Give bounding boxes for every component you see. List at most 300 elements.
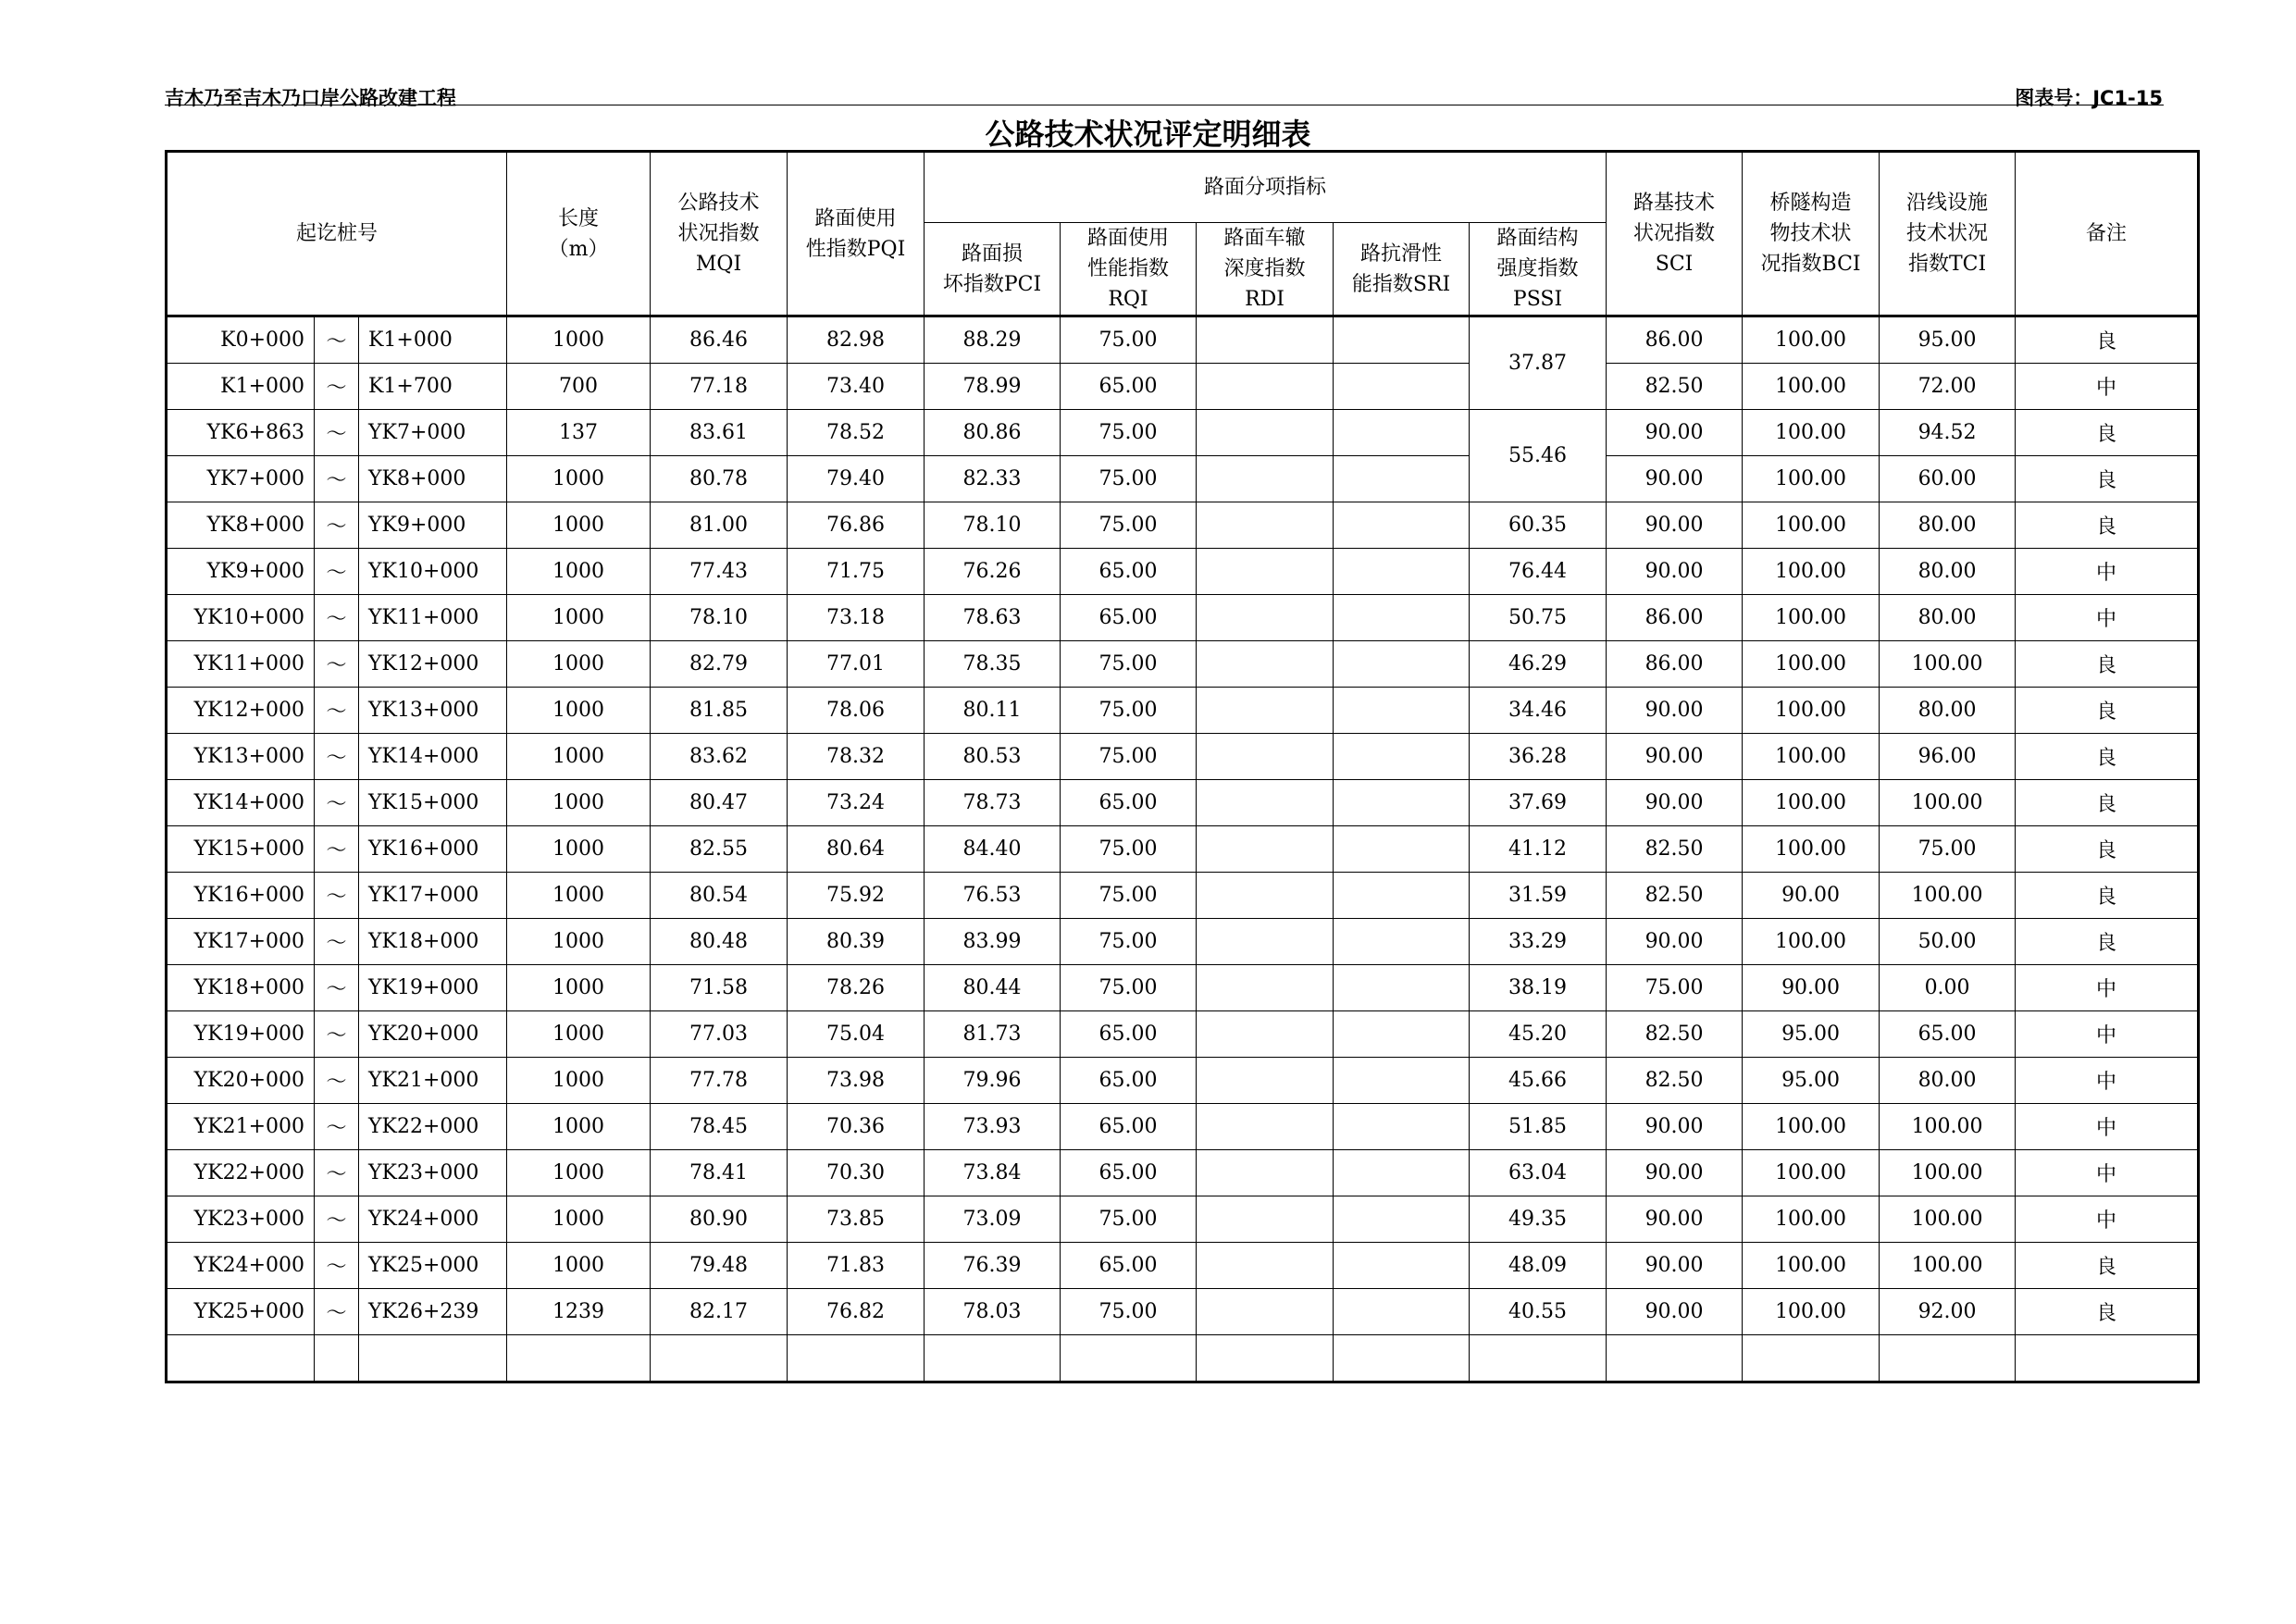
- sri-cell: [1334, 316, 1470, 364]
- table-row: [167, 502, 2199, 549]
- station-to: YK24+000: [359, 1196, 507, 1243]
- station-to: YK11+000: [359, 595, 507, 641]
- rdi-cell: [1197, 734, 1334, 780]
- length-cell: [507, 1335, 651, 1382]
- bci-cell: 100.00: [1743, 688, 1880, 734]
- station-to: YK8+000: [359, 456, 507, 502]
- length-cell: 1000: [507, 688, 651, 734]
- sci-cell: 90.00: [1607, 456, 1743, 502]
- table-row: [167, 1011, 2199, 1058]
- sci-cell: 90.00: [1607, 780, 1743, 826]
- mqi-cell: 83.61: [651, 410, 788, 456]
- rqi-cell: 65.00: [1061, 364, 1197, 410]
- mqi-cell: 79.48: [651, 1243, 788, 1289]
- tci-cell: 80.00: [1880, 595, 2016, 641]
- pqi-cell: 70.30: [788, 1150, 925, 1196]
- station-separator: [315, 1335, 359, 1382]
- rdi-cell: [1197, 1011, 1334, 1058]
- station-from: YK20+000: [167, 1058, 315, 1104]
- header-rdi: 路面车辙 深度指数 RDI: [1197, 223, 1334, 316]
- station-separator: ～: [315, 502, 359, 549]
- assessment-table: [165, 150, 2200, 1383]
- sci-cell: 90.00: [1607, 734, 1743, 780]
- length-cell: 1000: [507, 1243, 651, 1289]
- sci-cell: 90.00: [1607, 1289, 1743, 1335]
- bci-cell: 100.00: [1743, 734, 1880, 780]
- sci-cell: 75.00: [1607, 965, 1743, 1011]
- rqi-cell: [1061, 1335, 1197, 1382]
- pqi-cell: 73.18: [788, 595, 925, 641]
- length-cell: 1000: [507, 780, 651, 826]
- length-cell: 700: [507, 364, 651, 410]
- sri-cell: [1334, 1289, 1470, 1335]
- rqi-cell: 75.00: [1061, 316, 1197, 364]
- pqi-cell: 77.01: [788, 641, 925, 688]
- mqi-cell: 80.48: [651, 919, 788, 965]
- pqi-cell: 78.32: [788, 734, 925, 780]
- mqi-cell: 80.54: [651, 873, 788, 919]
- remark-cell: 良: [2016, 1289, 2199, 1335]
- sci-cell: 90.00: [1607, 1104, 1743, 1150]
- pssi-cell: 49.35: [1470, 1196, 1607, 1243]
- rdi-cell: [1197, 410, 1334, 456]
- station-separator: ～: [315, 734, 359, 780]
- mqi-cell: 78.45: [651, 1104, 788, 1150]
- station-to: YK25+000: [359, 1243, 507, 1289]
- sci-cell: 90.00: [1607, 410, 1743, 456]
- length-cell: 1000: [507, 1150, 651, 1196]
- rqi-cell: 75.00: [1061, 456, 1197, 502]
- rqi-cell: 75.00: [1061, 919, 1197, 965]
- header-pci: 路面损 坏指数PCI: [925, 223, 1061, 316]
- rdi-cell: [1197, 826, 1334, 873]
- header-length: 长度 （m）: [507, 152, 651, 316]
- station-from: YK24+000: [167, 1243, 315, 1289]
- rqi-cell: 75.00: [1061, 688, 1197, 734]
- sci-cell: 90.00: [1607, 1243, 1743, 1289]
- station-separator: ～: [315, 965, 359, 1011]
- station-from: YK9+000: [167, 549, 315, 595]
- table-row: [167, 1289, 2199, 1335]
- header-sci: 路基技术 状况指数 SCI: [1607, 152, 1743, 316]
- station-from: YK14+000: [167, 780, 315, 826]
- station-to: YK20+000: [359, 1011, 507, 1058]
- table-row: [167, 1104, 2199, 1150]
- rqi-cell: 75.00: [1061, 826, 1197, 873]
- length-cell: 1000: [507, 873, 651, 919]
- tci-cell: 100.00: [1880, 780, 2016, 826]
- mqi-cell: 77.03: [651, 1011, 788, 1058]
- bci-cell: 100.00: [1743, 641, 1880, 688]
- station-from: YK7+000: [167, 456, 315, 502]
- bci-cell: 95.00: [1743, 1058, 1880, 1104]
- pci-cell: 78.73: [925, 780, 1061, 826]
- rqi-cell: 65.00: [1061, 1011, 1197, 1058]
- bci-cell: 100.00: [1743, 502, 1880, 549]
- tci-cell: 72.00: [1880, 364, 2016, 410]
- station-from: YK8+000: [167, 502, 315, 549]
- pssi-cell: 46.29: [1470, 641, 1607, 688]
- table-row: [167, 316, 2199, 364]
- pci-cell: 80.44: [925, 965, 1061, 1011]
- table-row: [167, 1196, 2199, 1243]
- bci-cell: 100.00: [1743, 410, 1880, 456]
- remark-cell: 中: [2016, 1011, 2199, 1058]
- tci-cell: 65.00: [1880, 1011, 2016, 1058]
- length-cell: 1000: [507, 502, 651, 549]
- remark-cell: 中: [2016, 1196, 2199, 1243]
- station-from: YK13+000: [167, 734, 315, 780]
- pqi-cell: [788, 1335, 925, 1382]
- rqi-cell: 65.00: [1061, 1150, 1197, 1196]
- length-cell: 137: [507, 410, 651, 456]
- rdi-cell: [1197, 1243, 1334, 1289]
- rdi-cell: [1197, 364, 1334, 410]
- pqi-cell: 75.04: [788, 1011, 925, 1058]
- pssi-cell: 60.35: [1470, 502, 1607, 549]
- remark-cell: 良: [2016, 826, 2199, 873]
- rqi-cell: 65.00: [1061, 595, 1197, 641]
- sri-cell: [1334, 549, 1470, 595]
- sri-cell: [1334, 1243, 1470, 1289]
- pqi-cell: 76.86: [788, 502, 925, 549]
- pci-cell: 80.53: [925, 734, 1061, 780]
- tci-cell: 100.00: [1880, 1104, 2016, 1150]
- pssi-cell: 34.46: [1470, 688, 1607, 734]
- station-separator: ～: [315, 919, 359, 965]
- bci-cell: 100.00: [1743, 1104, 1880, 1150]
- header-station: 起讫桩号: [167, 152, 507, 316]
- rqi-cell: 65.00: [1061, 1104, 1197, 1150]
- tci-cell: 100.00: [1880, 1150, 2016, 1196]
- pqi-cell: 78.06: [788, 688, 925, 734]
- sri-cell: [1334, 1058, 1470, 1104]
- bci-cell: 100.00: [1743, 1243, 1880, 1289]
- sri-cell: [1334, 1150, 1470, 1196]
- pci-cell: 79.96: [925, 1058, 1061, 1104]
- sri-cell: [1334, 826, 1470, 873]
- pssi-cell: 50.75: [1470, 595, 1607, 641]
- rdi-cell: [1197, 780, 1334, 826]
- sri-cell: [1334, 688, 1470, 734]
- length-cell: 1000: [507, 316, 651, 364]
- station-from: [167, 1335, 315, 1382]
- mqi-cell: 86.46: [651, 316, 788, 364]
- pssi-cell: 38.19: [1470, 965, 1607, 1011]
- pci-cell: 76.53: [925, 873, 1061, 919]
- remark-cell: 良: [2016, 734, 2199, 780]
- bci-cell: 100.00: [1743, 826, 1880, 873]
- sri-cell: [1334, 734, 1470, 780]
- tci-cell: [1880, 1335, 2016, 1382]
- header-tci: 沿线设施 技术状况 指数TCI: [1880, 152, 2016, 316]
- sci-cell: 90.00: [1607, 502, 1743, 549]
- mqi-cell: 78.10: [651, 595, 788, 641]
- tci-cell: 100.00: [1880, 873, 2016, 919]
- table-row: [167, 549, 2199, 595]
- pssi-cell: 55.46: [1470, 410, 1607, 502]
- station-from: YK10+000: [167, 595, 315, 641]
- remark-cell: 中: [2016, 1058, 2199, 1104]
- rdi-cell: [1197, 1150, 1334, 1196]
- rdi-cell: [1197, 549, 1334, 595]
- pssi-cell: 45.20: [1470, 1011, 1607, 1058]
- header-pavement-group: 路面分项指标: [925, 152, 1607, 223]
- tci-cell: 100.00: [1880, 641, 2016, 688]
- bci-cell: 100.00: [1743, 316, 1880, 364]
- table-row: [167, 873, 2199, 919]
- rqi-cell: 65.00: [1061, 780, 1197, 826]
- rdi-cell: [1197, 919, 1334, 965]
- pci-cell: 81.73: [925, 1011, 1061, 1058]
- station-separator: ～: [315, 549, 359, 595]
- station-separator: ～: [315, 873, 359, 919]
- remark-cell: 中: [2016, 549, 2199, 595]
- bci-cell: 100.00: [1743, 780, 1880, 826]
- pci-cell: 78.99: [925, 364, 1061, 410]
- length-cell: 1000: [507, 1104, 651, 1150]
- pssi-cell: 36.28: [1470, 734, 1607, 780]
- sri-cell: [1334, 1011, 1470, 1058]
- sri-cell: [1334, 502, 1470, 549]
- bci-cell: 100.00: [1743, 595, 1880, 641]
- pssi-cell: 37.87: [1470, 316, 1607, 410]
- pci-cell: [925, 1335, 1061, 1382]
- sri-cell: [1334, 1104, 1470, 1150]
- station-from: YK16+000: [167, 873, 315, 919]
- sci-cell: 82.50: [1607, 873, 1743, 919]
- remark-cell: 良: [2016, 456, 2199, 502]
- station-from: YK23+000: [167, 1196, 315, 1243]
- rqi-cell: 75.00: [1061, 1289, 1197, 1335]
- remark-cell: 良: [2016, 780, 2199, 826]
- remark-cell: 良: [2016, 502, 2199, 549]
- station-separator: ～: [315, 1104, 359, 1150]
- pssi-cell: 41.12: [1470, 826, 1607, 873]
- station-separator: ～: [315, 826, 359, 873]
- bci-cell: 100.00: [1743, 919, 1880, 965]
- pci-cell: 80.11: [925, 688, 1061, 734]
- sci-cell: 90.00: [1607, 688, 1743, 734]
- tci-cell: 92.00: [1880, 1289, 2016, 1335]
- length-cell: 1000: [507, 456, 651, 502]
- sci-cell: 90.00: [1607, 1196, 1743, 1243]
- table-row: [167, 1058, 2199, 1104]
- length-cell: 1000: [507, 641, 651, 688]
- sci-cell: [1607, 1335, 1743, 1382]
- sci-cell: 90.00: [1607, 1150, 1743, 1196]
- pqi-cell: 82.98: [788, 316, 925, 364]
- station-from: YK18+000: [167, 965, 315, 1011]
- pqi-cell: 79.40: [788, 456, 925, 502]
- pssi-cell: 51.85: [1470, 1104, 1607, 1150]
- station-from: YK17+000: [167, 919, 315, 965]
- station-separator: ～: [315, 1011, 359, 1058]
- mqi-cell: 81.85: [651, 688, 788, 734]
- pci-cell: 83.99: [925, 919, 1061, 965]
- length-cell: 1000: [507, 734, 651, 780]
- pci-cell: 84.40: [925, 826, 1061, 873]
- table-row: [167, 826, 2199, 873]
- tci-cell: 80.00: [1880, 502, 2016, 549]
- remark-cell: 中: [2016, 965, 2199, 1011]
- station-to: YK9+000: [359, 502, 507, 549]
- bci-cell: 100.00: [1743, 1150, 1880, 1196]
- bci-cell: 100.00: [1743, 456, 1880, 502]
- rdi-cell: [1197, 1196, 1334, 1243]
- rqi-cell: 75.00: [1061, 734, 1197, 780]
- table-row: [167, 1243, 2199, 1289]
- pqi-cell: 71.83: [788, 1243, 925, 1289]
- header-mqi: 公路技术 状况指数 MQI: [651, 152, 788, 316]
- length-cell: 1000: [507, 1011, 651, 1058]
- station-to: K1+000: [359, 316, 507, 364]
- rqi-cell: 75.00: [1061, 873, 1197, 919]
- station-to: YK23+000: [359, 1150, 507, 1196]
- station-separator: ～: [315, 595, 359, 641]
- length-cell: 1000: [507, 826, 651, 873]
- station-to: YK17+000: [359, 873, 507, 919]
- length-cell: 1000: [507, 1058, 651, 1104]
- bci-cell: 90.00: [1743, 873, 1880, 919]
- pqi-cell: 71.75: [788, 549, 925, 595]
- table-row: [167, 1150, 2199, 1196]
- station-to: YK16+000: [359, 826, 507, 873]
- remark-cell: 中: [2016, 364, 2199, 410]
- station-to: YK15+000: [359, 780, 507, 826]
- pqi-cell: 78.52: [788, 410, 925, 456]
- pci-cell: 73.93: [925, 1104, 1061, 1150]
- rdi-cell: [1197, 316, 1334, 364]
- rqi-cell: 65.00: [1061, 1243, 1197, 1289]
- rdi-cell: [1197, 502, 1334, 549]
- page-title: 公路技术状况评定明细表: [985, 117, 1311, 152]
- station-separator: ～: [315, 1243, 359, 1289]
- table-row: [167, 364, 2199, 410]
- pssi-cell: 63.04: [1470, 1150, 1607, 1196]
- project-name: 吉木乃至吉木乃口岸公路改建工程: [165, 87, 456, 109]
- remark-cell: 良: [2016, 873, 2199, 919]
- rdi-cell: [1197, 456, 1334, 502]
- station-from: K0+000: [167, 316, 315, 364]
- sri-cell: [1334, 410, 1470, 456]
- tci-cell: 50.00: [1880, 919, 2016, 965]
- pqi-cell: 78.26: [788, 965, 925, 1011]
- header-bci: 桥隧构造 物技术状 况指数BCI: [1743, 152, 1880, 316]
- rdi-cell: [1197, 688, 1334, 734]
- header-rqi: 路面使用 性能指数 RQI: [1061, 223, 1197, 316]
- pci-cell: 73.84: [925, 1150, 1061, 1196]
- mqi-cell: 80.47: [651, 780, 788, 826]
- rqi-cell: 75.00: [1061, 641, 1197, 688]
- station-separator: ～: [315, 780, 359, 826]
- station-separator: ～: [315, 688, 359, 734]
- sri-cell: [1334, 873, 1470, 919]
- pqi-cell: 73.85: [788, 1196, 925, 1243]
- bci-cell: 100.00: [1743, 1196, 1880, 1243]
- pci-cell: 76.26: [925, 549, 1061, 595]
- rdi-cell: [1197, 641, 1334, 688]
- station-from: K1+000: [167, 364, 315, 410]
- tci-cell: 100.00: [1880, 1196, 2016, 1243]
- remark-cell: 良: [2016, 410, 2199, 456]
- station-separator: ～: [315, 641, 359, 688]
- pci-cell: 82.33: [925, 456, 1061, 502]
- table-row: [167, 688, 2199, 734]
- length-cell: 1000: [507, 919, 651, 965]
- table-row: [167, 734, 2199, 780]
- table-row: [167, 780, 2199, 826]
- station-to: [359, 1335, 507, 1382]
- remark-cell: 中: [2016, 1150, 2199, 1196]
- table-row: [167, 456, 2199, 502]
- table-row: [167, 1335, 2199, 1382]
- rdi-cell: [1197, 595, 1334, 641]
- rqi-cell: 75.00: [1061, 1196, 1197, 1243]
- figure-number: 图表号：JC1-15: [2015, 87, 2163, 109]
- bci-cell: 100.00: [1743, 1289, 1880, 1335]
- table-row: [167, 641, 2199, 688]
- station-from: YK6+863: [167, 410, 315, 456]
- station-separator: ～: [315, 1289, 359, 1335]
- station-to: YK10+000: [359, 549, 507, 595]
- station-separator: ～: [315, 456, 359, 502]
- sci-cell: 90.00: [1607, 549, 1743, 595]
- sci-cell: 86.00: [1607, 641, 1743, 688]
- rdi-cell: [1197, 1335, 1334, 1382]
- pqi-cell: 75.92: [788, 873, 925, 919]
- remark-cell: 良: [2016, 919, 2199, 965]
- pqi-cell: 73.98: [788, 1058, 925, 1104]
- rdi-cell: [1197, 1058, 1334, 1104]
- tci-cell: 94.52: [1880, 410, 2016, 456]
- mqi-cell: 78.41: [651, 1150, 788, 1196]
- rdi-cell: [1197, 1104, 1334, 1150]
- pqi-cell: 70.36: [788, 1104, 925, 1150]
- pqi-cell: 73.24: [788, 780, 925, 826]
- mqi-cell: 77.18: [651, 364, 788, 410]
- sri-cell: [1334, 641, 1470, 688]
- station-to: K1+700: [359, 364, 507, 410]
- rqi-cell: 75.00: [1061, 965, 1197, 1011]
- station-separator: ～: [315, 316, 359, 364]
- pci-cell: 78.03: [925, 1289, 1061, 1335]
- station-from: YK12+000: [167, 688, 315, 734]
- station-from: YK21+000: [167, 1104, 315, 1150]
- station-separator: ～: [315, 410, 359, 456]
- pci-cell: 76.39: [925, 1243, 1061, 1289]
- pci-cell: 88.29: [925, 316, 1061, 364]
- remark-cell: 良: [2016, 1243, 2199, 1289]
- sri-cell: [1334, 595, 1470, 641]
- station-to: YK18+000: [359, 919, 507, 965]
- station-to: YK22+000: [359, 1104, 507, 1150]
- station-to: YK19+000: [359, 965, 507, 1011]
- station-to: YK21+000: [359, 1058, 507, 1104]
- sri-cell: [1334, 965, 1470, 1011]
- remark-cell: 良: [2016, 641, 2199, 688]
- pci-cell: 78.63: [925, 595, 1061, 641]
- table-row: [167, 919, 2199, 965]
- header-pssi: 路面结构 强度指数 PSSI: [1470, 223, 1607, 316]
- station-from: YK11+000: [167, 641, 315, 688]
- station-separator: ～: [315, 1058, 359, 1104]
- sri-cell: [1334, 1335, 1470, 1382]
- header-pqi: 路面使用 性指数PQI: [788, 152, 925, 316]
- sri-cell: [1334, 364, 1470, 410]
- station-to: YK13+000: [359, 688, 507, 734]
- station-to: YK14+000: [359, 734, 507, 780]
